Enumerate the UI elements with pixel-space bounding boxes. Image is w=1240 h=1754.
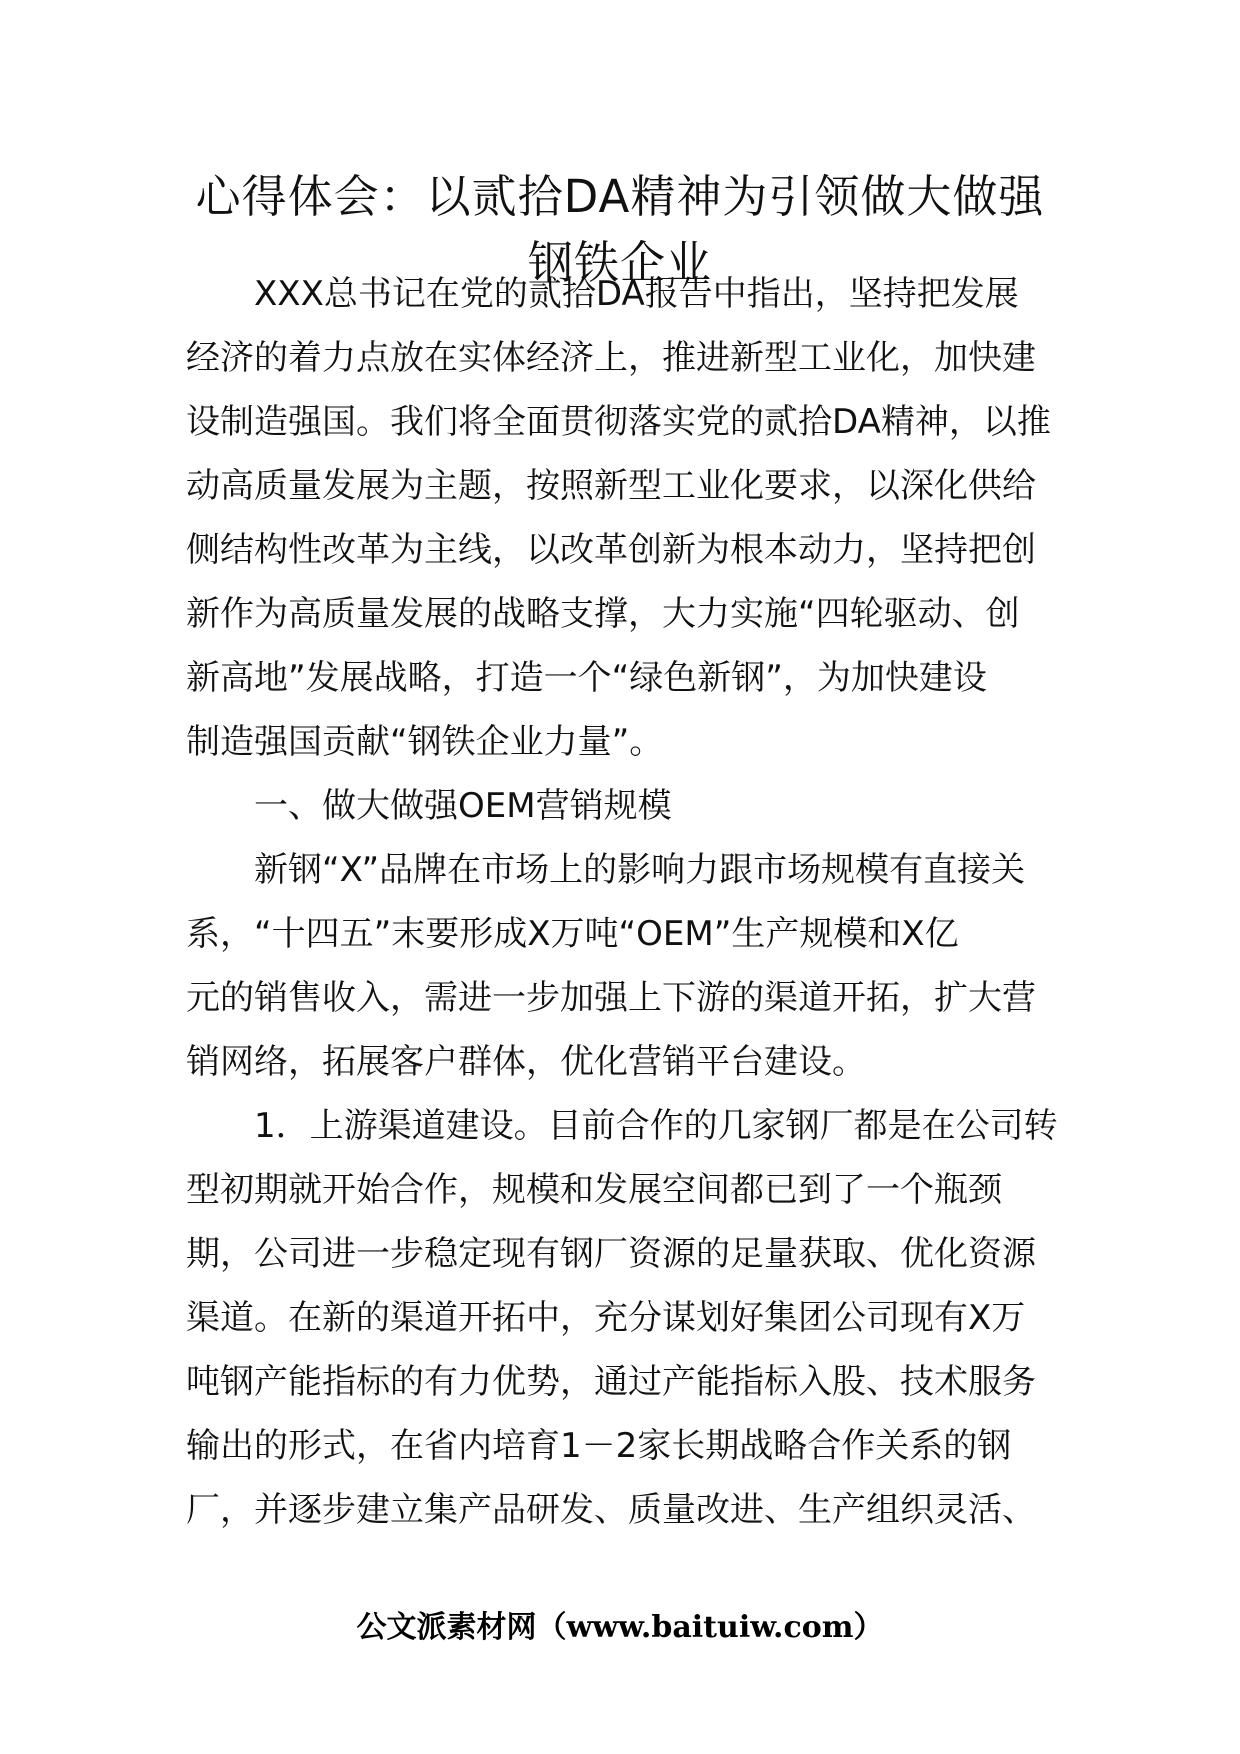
document-title-line1: 心得体会：以贰拾DA精神为引领做大做强	[195, 170, 1045, 223]
paragraph-line: 销网络，拓展客户群体，优化营销平台建设。	[186, 1042, 866, 1082]
document-title-line2: 钢铁企业	[527, 236, 712, 289]
footer-watermark: 公文派素材网（www.baituiw.com）	[356, 1610, 884, 1645]
paragraph-line: 经济的着力点放在实体经济上，推进新型工业化，加快建	[186, 338, 1036, 378]
paragraph-line: 新钢“X”品牌在市场上的影响力跟市场规模有直接关	[254, 850, 1026, 890]
paragraph-line: 系，“十四五”末要形成X万吨“OEM”生产规模和X亿	[186, 914, 959, 954]
paragraph-line: 型初期就开始合作，规模和发展空间都已到了一个瓶颈	[186, 1170, 1002, 1210]
paragraph-line: 制造强国贡献“钢铁企业力量”。	[186, 722, 664, 762]
paragraph-3	[186, 1094, 1056, 1542]
paragraph-line: 厂，并逐步建立集产品研发、质量改进、生产组织灵活、	[186, 1490, 1036, 1530]
paragraph-line: 吨钢产能指标的有力优势，通过产能指标入股、技术服务	[186, 1362, 1036, 1402]
paragraph-line: 侧结构性改革为主线，以改革创新为根本动力，坚持把创	[186, 530, 1036, 570]
paragraph-line: XXX总书记在党的贰拾DA报告中指出，坚持把发展	[254, 274, 1019, 314]
paragraph-line: 新高地”发展战略，打造一个“绿色新钢”，为加快建设	[186, 658, 987, 698]
paragraph-line: 新作为高质量发展的战略支撑，大力实施“四轮驱动、创	[186, 594, 1020, 634]
paragraph-line: 设制造强国。我们将全面贯彻落实党的贰拾DA精神，以推	[186, 402, 1051, 442]
paragraph-line: 动高质量发展为主题，按照新型工业化要求，以深化供给	[186, 466, 1036, 506]
paragraph-line: 元的销售收入，需进一步加强上下游的渠道开拓，扩大营	[186, 978, 1036, 1018]
paragraph-line: 1．上游渠道建设。目前合作的几家钢厂都是在公司转	[254, 1106, 1058, 1146]
paragraph-line: 输出的形式，在省内培育1－2家长期战略合作关系的钢	[186, 1426, 1012, 1466]
paragraph-1	[186, 262, 1056, 774]
section-heading: 一、做大做强OEM营销规模	[254, 786, 672, 826]
paragraph-line: 期，公司进一步稳定现有钢厂资源的足量获取、优化资源	[186, 1234, 1036, 1274]
paragraph-2	[186, 838, 1056, 1094]
paragraph-line: 渠道。在新的渠道开拓中，充分谋划好集团公司现有X万	[186, 1298, 1026, 1338]
